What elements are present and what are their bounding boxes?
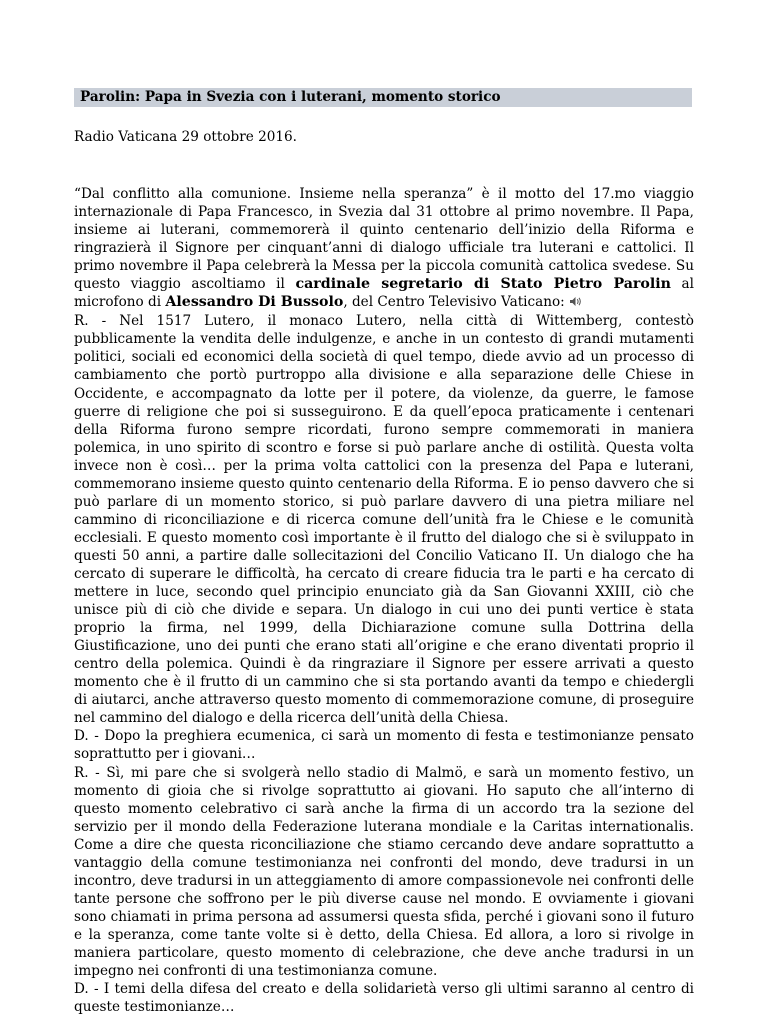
intro-text-3: , del Centro Televisivo Vaticano: [343, 294, 570, 311]
intro-text-2: al microfono di [74, 276, 695, 311]
article [74, 88, 694, 1016]
article-title: Parolin: Papa in Svezia con i luterani, momento storico [74, 88, 692, 107]
answer-paragraph: R. - Sì, mi pare che si svolgerà nello stadio di Malmö, e sarà un momento festivo, un momento di gioia che si rivolge soprattutto ai giovani. Ho saputo che all’interno di questo momento celebrativo ci sarà anche la firma di un accordo tra la sezione del servizio per il mondo della Federazione luterana mondiale e la Caritas internationalis. Come a dire che questa riconciliazione che stiamo cercando deve andare soprattutto a vantaggio della comune testimonianza nei confronti del mondo, deve tradursi in un incontro, deve tradursi in un atteggiamento di amore compassionevole nei confronti delle tante persone che soffrono per le più diverse cause nel mondo. E ovviamente i giovani sono chiamati in prima persona ad assumersi questa sfida, perché i giovani sono il futuro e la speranza, come tante volte si è detto, della Chiesa. Ed allora, a loro si rivolge in maniera particolare, questo momento di celebrazione, che deve anche tradursi in un impegno nei confronti di una testimonianza comune. [74, 764, 694, 980]
article-body [74, 185, 694, 1016]
speaker-icon[interactable] [569, 294, 582, 312]
interviewer-name: Alessandro Di Bussolo [165, 294, 344, 311]
question-paragraph: D. - I temi della difesa del creato e della solidarietà verso gli ultimi saranno al centro di queste testimonianze… [74, 981, 694, 1016]
question-paragraph: D. - Dopo la preghiera ecumenica, ci sarà un momento di festa e testimonianze pensato soprattutto per i giovani… [74, 728, 694, 763]
interviewee-name: cardinale segretario di Stato Pietro Parolin [295, 276, 671, 293]
intro-paragraph [74, 185, 694, 312]
source-line: Radio Vaticana 29 ottobre 2016. [74, 129, 297, 145]
answer-paragraph: R. - Nel 1517 Lutero, il monaco Lutero, nella città di Wittemberg, contestò pubblicamente la vendita delle indulgenze, e anche in un contesto di grandi mutamenti politici, sociali ed economici della società di quel tempo, diede avvio ad un processo di cambiamento che portò purtroppo alla divisione e alla separazione delle Chiese in Occidente, e accompagnato da lotte per il potere, da violenze, da guerre, le famose guerre di religione che poi si susseguirono. E da quell’epoca praticamente i centenari della Riforma furono sempre ricordati, furono sempre commemorati in maniera polemica, in uno spirito di scontro e forse si può parlare anche di ostilità. Questa volta invece non è così… per la prima volta cattolici con la presenza del Papa e luterani, commemorano insieme questo quinto centenario della Riforma. E io penso davvero che si può parlare di un momento storico, si può parlare davvero di una pietra miliare nel cammino di riconciliazione e di ricerca comune dell’unità fra le Chiese e le comunità ecclesiali. E questo momento così importante è il frutto del dialogo che si è sviluppato in questi 50 anni, a partire dalle sollecitazioni del Concilio Vaticano II. Un dialogo che ha cercato di superare le difficoltà, ha cercato di creare fiducia tra le parti e ha cercato di mettere in luce, secondo quel principio enunciato già da San Giovanni XXIII, ciò che unisce più di ciò che divide e separa. Un dialogo in cui uno dei punti vertice è stata proprio la firma, nel 1999, della Dichiarazione comune sulla Dottrina della Giustificazione, uno dei punti che erano stati all’origine e che erano diventati proprio il centro della polemica. Quindi è da ringraziare il Signore per essere arrivati a questo momento che è il frutto di un cammino che si sta portando avanti da tempo e chiedergli di aiutarci, anche attraverso questo momento di commemorazione comune, di proseguire nel cammino del dialogo e della ricerca dell’unità della Chiesa. [74, 313, 694, 727]
intro-text-1: “Dal conflitto alla comunione. Insieme nella speranza” è il motto del 17.mo viaggio internazionale di Papa Francesco, in Svezia dal 31 ottobre al primo novembre. Il Papa, insieme ai luterani, commemorerà il quinto centenario dell’inizio della Riforma e ringrazierà il Signore per cinquant’anni di dialogo ufficiale tra luterani e cattolici. Il primo novembre il Papa celebrerà la Messa per la piccola comunità cattolica svedese. Su questo viaggio ascoltiamo il [74, 186, 694, 293]
